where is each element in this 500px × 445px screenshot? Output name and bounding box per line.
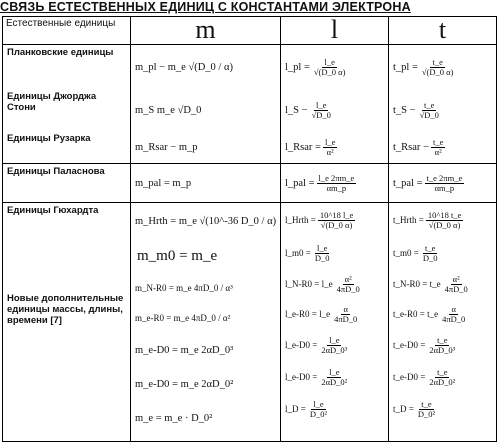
page-title: СВЯЗЬ ЕСТЕСТВЕННЫХ ЕДИНИЦ С КОНСТАНТАМИ ЭЛЕКТРОНА: [0, 0, 411, 14]
lhs: t_Rsar −: [393, 141, 429, 153]
fraction: [318, 211, 356, 230]
formula-l: [281, 164, 388, 202]
lhs: t_e-D0 =: [393, 372, 426, 382]
formula-t: [389, 269, 496, 299]
formula-l: [281, 237, 388, 269]
den: αm_p: [434, 182, 455, 193]
formula-m: m_e-D0 = m_e 2αD_0²: [135, 378, 234, 390]
formula-m: m_Rsar − m_p: [135, 141, 198, 153]
formula-t: [389, 203, 496, 237]
den: √(D_0 α): [313, 66, 346, 77]
group-t: [389, 45, 497, 164]
num: t_e: [424, 242, 436, 253]
formula-m: m_m0 = m_e: [137, 248, 218, 264]
fraction: [313, 244, 332, 263]
fraction: [421, 244, 440, 263]
den: √D_0: [311, 109, 331, 120]
group-labels: [3, 164, 131, 203]
fraction: [425, 174, 465, 193]
formula-t: [389, 131, 496, 163]
row-label: Планковские единицы: [7, 47, 114, 58]
num: α²: [452, 273, 460, 284]
den: 2αD_0³: [429, 344, 456, 355]
num: l_e: [316, 242, 328, 253]
fraction: [319, 336, 349, 355]
formula-l: [281, 361, 388, 393]
formula-t: [389, 329, 496, 361]
lhs: l_Rsar =: [285, 141, 321, 153]
num: l_e: [313, 398, 324, 409]
lhs: l_pl =: [285, 61, 310, 73]
formula-m: m_S m_e √D_0: [135, 104, 202, 116]
group-m: [131, 45, 281, 164]
num: α: [451, 303, 456, 314]
num: α²: [344, 273, 352, 284]
group-l: [281, 203, 389, 442]
formula-m: m_e = m_e · D_0²: [135, 412, 213, 424]
formula-m: m_Hrth = m_e √(10^-36 D_0 / α): [135, 215, 277, 227]
fraction: [323, 138, 337, 157]
units-table: [2, 16, 497, 442]
group-labels: [3, 45, 131, 164]
fraction: [310, 101, 333, 120]
group-labels: [3, 203, 131, 442]
num: 10^18 l_e: [319, 209, 354, 220]
den: 4πD_0: [336, 283, 360, 294]
num: l_e: [324, 56, 335, 67]
den: D_0²: [309, 408, 328, 419]
group-t: [389, 164, 497, 203]
header-t: t: [389, 17, 497, 45]
formula-t: [389, 361, 496, 393]
formula-l: [281, 89, 388, 131]
fraction: [440, 305, 467, 324]
fraction: [319, 368, 349, 387]
fraction: [312, 58, 348, 77]
fraction: [416, 400, 437, 419]
header-l: l: [281, 17, 389, 45]
den: D_0: [422, 252, 438, 263]
group-l: [281, 164, 389, 203]
fraction: [335, 275, 362, 294]
num: t_e: [424, 99, 435, 110]
den: 4πD_0: [442, 313, 466, 324]
row-label: Единицы Джорджа Стони: [7, 91, 97, 113]
fraction: [418, 101, 441, 120]
formula-l: [281, 45, 388, 89]
lhs: t_e-R0 = t_e: [393, 309, 439, 319]
lhs: l_e-D0 =: [285, 340, 318, 350]
den: 2αD_0²: [321, 376, 348, 387]
lhs: t_pal =: [393, 177, 423, 189]
formula-t: [389, 237, 496, 269]
group-t: [389, 203, 497, 442]
lhs: t_Hrth =: [393, 215, 424, 225]
fraction: [427, 368, 457, 387]
den: 4πD_0: [444, 283, 468, 294]
lhs: l_D =: [285, 404, 306, 414]
num: l_e: [316, 99, 327, 110]
formula-l: [281, 299, 388, 329]
num: t_e: [421, 398, 432, 409]
den: √(D_0 α): [320, 219, 353, 230]
num: t_e: [432, 136, 444, 147]
num: l_e 2πm_e: [318, 172, 355, 183]
den: √D_0: [419, 109, 439, 120]
group-planck: [3, 45, 497, 164]
formula-t: [389, 393, 496, 425]
den: 4πD_0: [334, 313, 358, 324]
row-label: Единицы Рузарка: [7, 133, 91, 144]
formula-m: m_N-R0 = m_e 4πD_0 / α³: [135, 283, 233, 293]
lhs: l_Hrth =: [285, 215, 316, 225]
header-row: [3, 17, 497, 45]
den: α²: [326, 146, 334, 157]
lhs: l_e-R0 = l_e: [285, 309, 331, 319]
num: α: [343, 303, 348, 314]
group-m: [131, 164, 281, 203]
formula-t: [389, 164, 496, 202]
fraction: [431, 138, 445, 157]
formula-l: [281, 329, 388, 361]
lhs: t_N-R0 = t_e: [393, 279, 441, 289]
fraction: [427, 336, 457, 355]
den: 2αD_0²: [429, 376, 456, 387]
row-label: Единицы Гюхардта: [7, 205, 99, 216]
formula-l: [281, 203, 388, 237]
row-label: Единицы Паласнова: [7, 166, 105, 177]
group-l: [281, 45, 389, 164]
formula-l: [281, 131, 388, 163]
num: t_e: [437, 366, 448, 377]
formula-t: [389, 89, 496, 131]
num: t_e 2πm_e: [426, 172, 463, 183]
fraction: [426, 211, 464, 230]
num: 10^18 t_e: [427, 209, 462, 220]
fraction: [443, 275, 470, 294]
lhs: t_m0 =: [393, 248, 419, 258]
den: αm_p: [326, 182, 347, 193]
den: D_0²: [417, 408, 436, 419]
lhs: t_D =: [393, 404, 414, 414]
fraction: [308, 400, 329, 419]
lhs: t_S −: [393, 104, 416, 116]
formula-m: m_pal = m_p: [135, 177, 192, 189]
den: α²: [434, 146, 442, 157]
formula-m: m_pl − m_e √(D_0 / α): [135, 61, 233, 73]
fraction: [420, 58, 456, 77]
den: 2αD_0³: [321, 344, 348, 355]
group-hukhardt: [3, 203, 497, 442]
formula-t: [389, 299, 496, 329]
fraction: [317, 174, 357, 193]
group-palasnov: [3, 164, 497, 203]
header-units: Естественные единицы: [3, 17, 131, 45]
lhs: l_S −: [285, 104, 308, 116]
header-m: m: [131, 17, 281, 45]
lhs: t_pl =: [393, 61, 418, 73]
den: √(D_0 α): [421, 66, 454, 77]
lhs: l_pal =: [285, 177, 315, 189]
row-label: Новые дополнительные единицы массы, длины, времени [7]: [7, 293, 124, 326]
lhs: l_m0 =: [285, 248, 311, 258]
num: l_e: [324, 136, 336, 147]
lhs: l_e-D0 =: [285, 372, 318, 382]
num: l_e: [329, 334, 340, 345]
formula-t: [389, 45, 496, 89]
den: √(D_0 α): [428, 219, 461, 230]
lhs: t_e-D0 =: [393, 340, 426, 350]
den: D_0: [314, 252, 330, 263]
num: t_e: [437, 334, 448, 345]
formula-l: [281, 393, 388, 425]
lhs: l_N-R0 = l_e: [285, 279, 333, 289]
fraction: [332, 305, 359, 324]
num: l_e: [329, 366, 340, 377]
formula-m: m_e-D0 = m_e 2αD_0³: [135, 344, 234, 356]
formula-m: m_e-R0 = m_e 4πD_0 / α²: [135, 313, 231, 323]
num: t_e: [432, 56, 443, 67]
group-m: [131, 203, 281, 442]
formula-l: [281, 269, 388, 299]
